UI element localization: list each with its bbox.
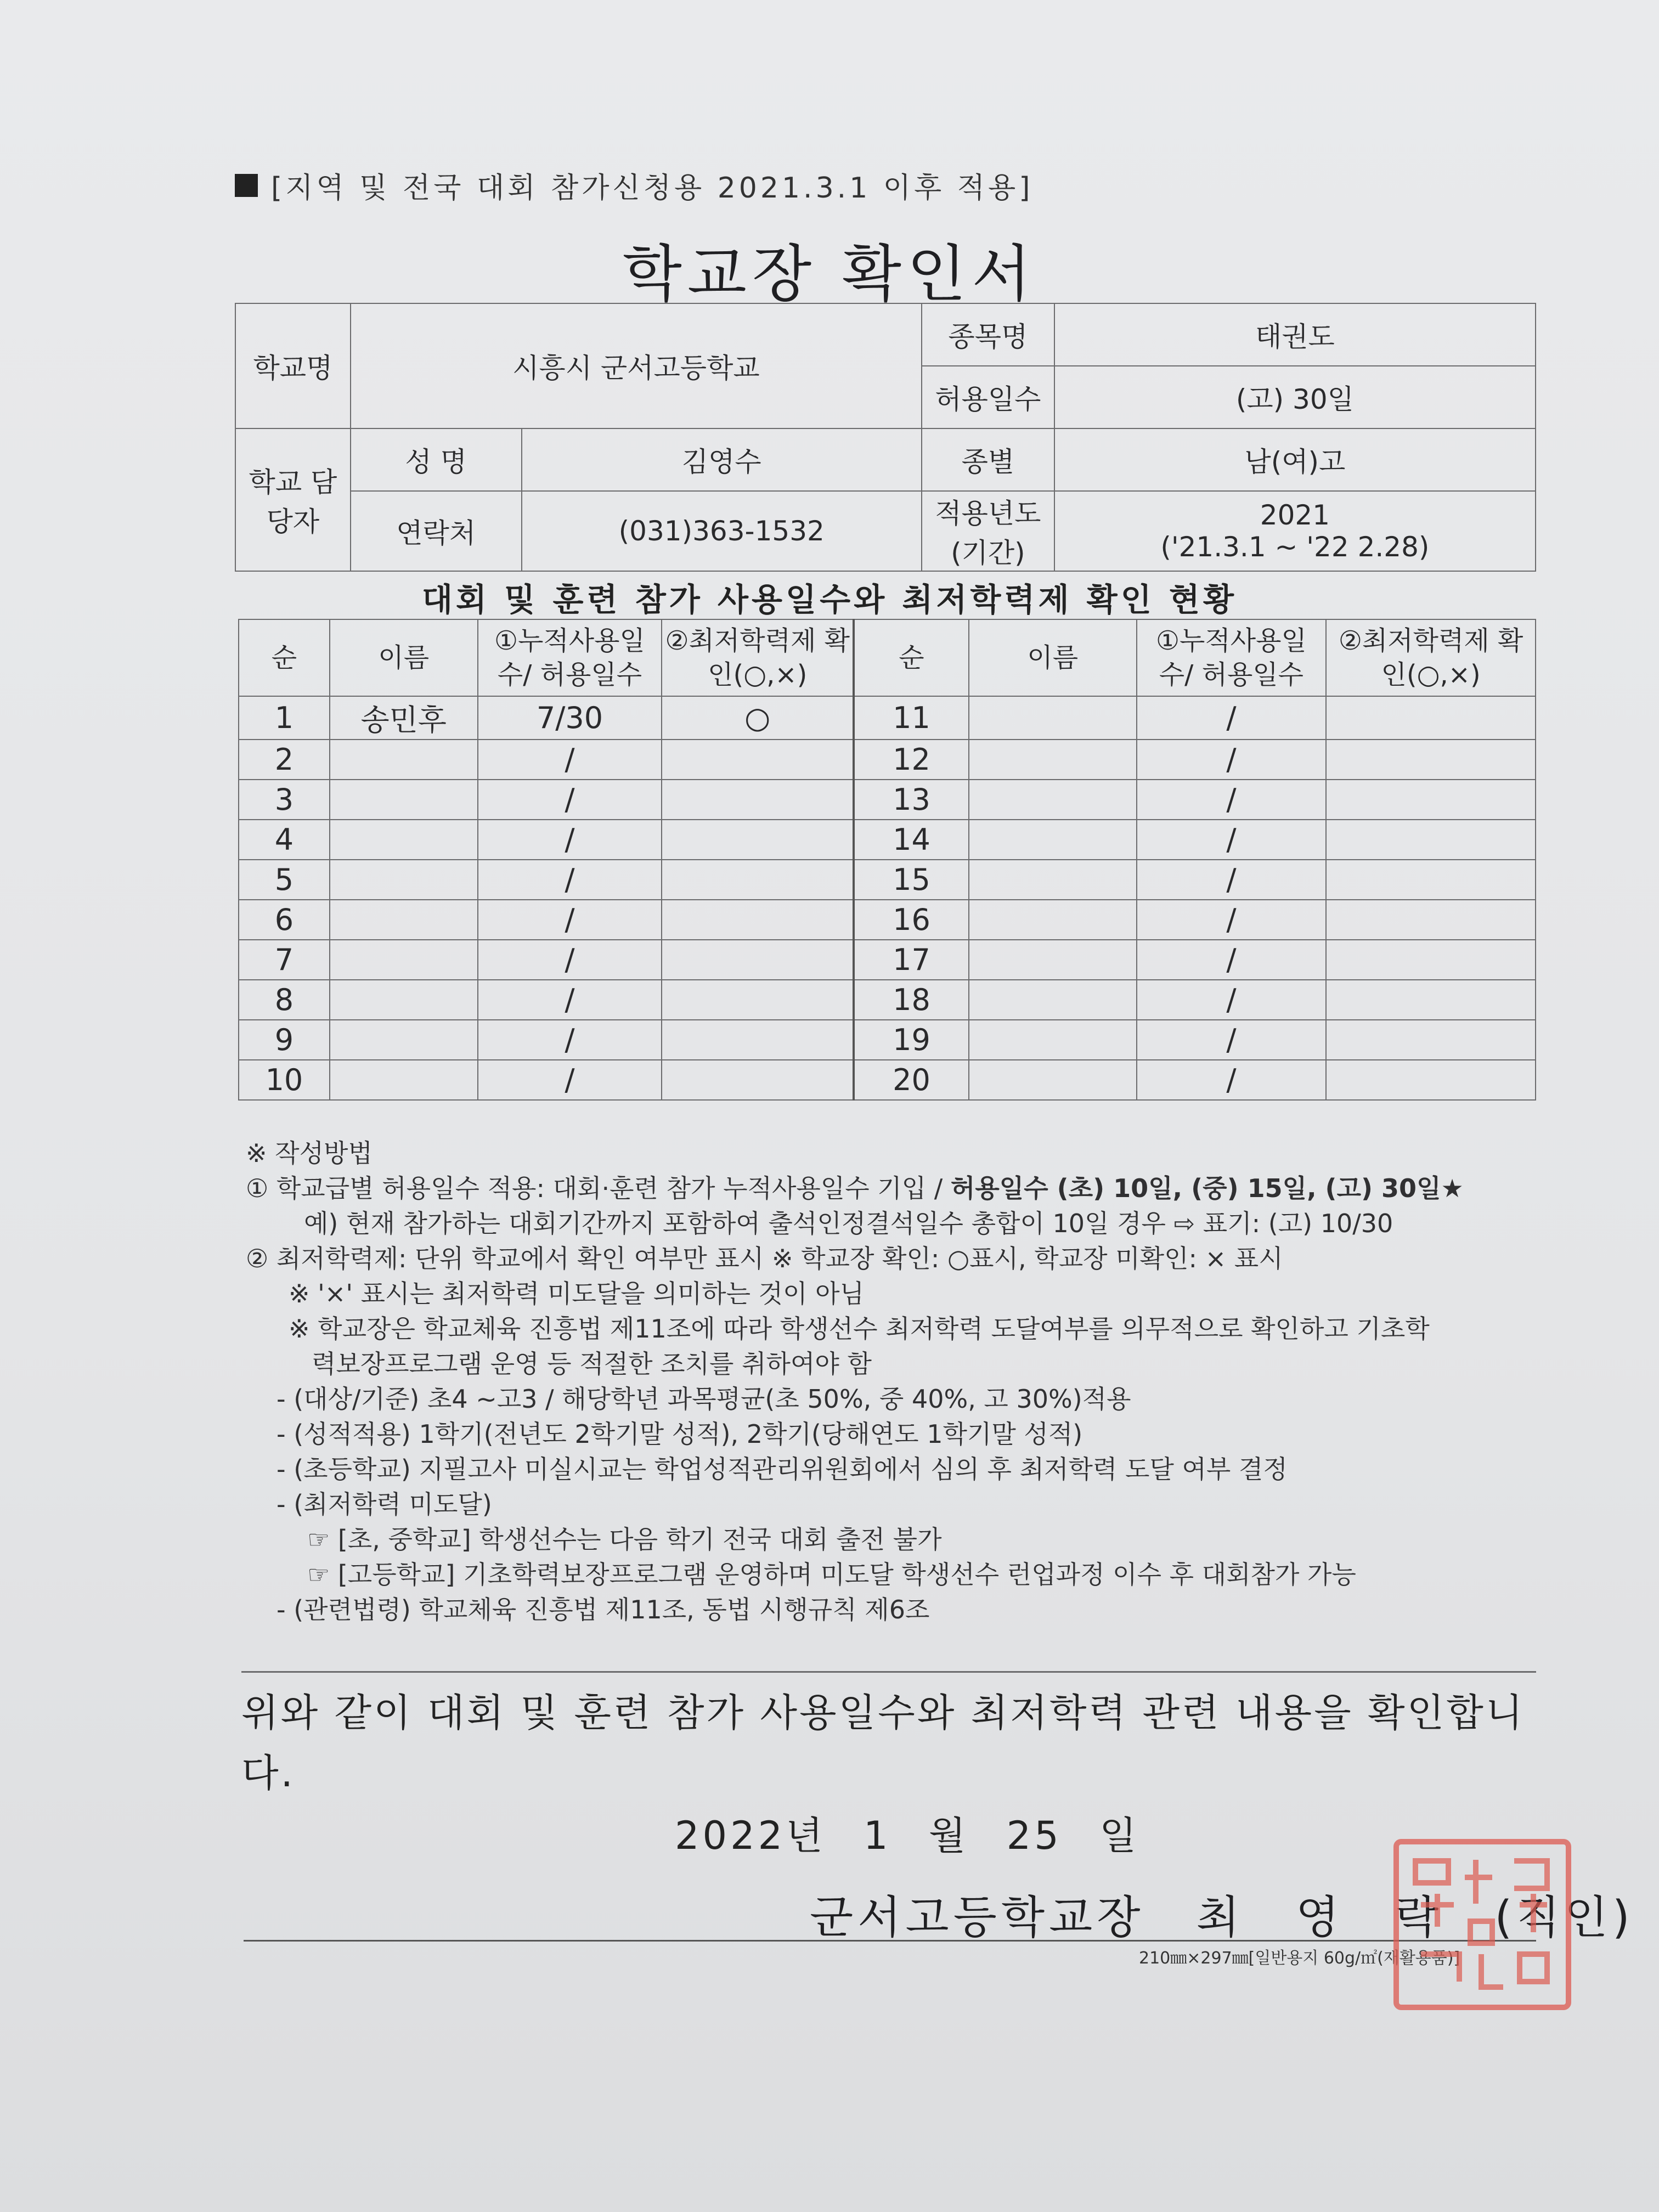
participation-table <box>238 619 1536 1101</box>
student-name-cell <box>330 980 478 1020</box>
table-row <box>239 1020 1536 1060</box>
student-name-cell <box>969 780 1137 820</box>
row-number-cell: 13 <box>854 780 969 820</box>
student-name-cell <box>330 940 478 980</box>
student-name-cell <box>330 900 478 940</box>
days-used-cell: / <box>1137 900 1327 940</box>
row-number-cell: 19 <box>854 1020 969 1060</box>
row-number-cell: 14 <box>854 820 969 860</box>
student-name-cell <box>969 900 1137 940</box>
note-line: ☞ [초, 중학교] 학생선수는 다음 학기 전국 대회 출전 불가 <box>307 1525 942 1554</box>
table-row <box>239 696 1536 740</box>
min-grade-check-cell <box>662 1060 854 1100</box>
min-grade-check-cell <box>662 1020 854 1060</box>
row-number-cell: 12 <box>854 740 969 780</box>
days-used-cell: / <box>1137 940 1327 980</box>
row-number-cell: 11 <box>854 696 969 740</box>
min-grade-check-cell <box>1326 820 1536 860</box>
note-emphasis: 허용일수 (초) 10일, (중) 15일, (고) 30일★ <box>950 1173 1464 1203</box>
row-number-cell: 18 <box>854 980 969 1020</box>
header-name: 이름 <box>330 619 478 696</box>
days-used-cell: / <box>1137 980 1327 1020</box>
header-days: ①누적사용일수/ 허용일수 <box>478 619 662 696</box>
min-grade-check-cell: ○ <box>662 696 854 740</box>
school-info-table <box>235 303 1536 572</box>
row-number-cell: 16 <box>854 900 969 940</box>
paper-spec: 210㎜×297㎜[일반용지 60g/㎡(재활용품)] <box>1139 1949 1460 1968</box>
note-line: - (성적적용) 1학기(전년도 2학기말 성적), 2학기(당해연도 1학기말 성적) <box>276 1419 1083 1449</box>
min-grade-check-cell <box>662 780 854 820</box>
note-line: ☞ [고등학교] 기초학력보장프로그램 운영하며 미도달 학생선수 런업과정 이수 후 대회참가 가능 <box>307 1560 1356 1589</box>
instructions-heading: ※ 작성방법 <box>246 1138 373 1168</box>
student-name-cell: 송민후 <box>330 696 478 740</box>
manager-name-value: 김영수 <box>522 428 922 491</box>
days-used-cell: / <box>478 740 662 780</box>
header-name: 이름 <box>969 619 1137 696</box>
student-name-cell <box>330 740 478 780</box>
header-check: ②최저학력제 확인(○,×) <box>662 619 854 696</box>
row-number-cell: 1 <box>239 696 330 740</box>
row-number-cell: 9 <box>239 1020 330 1060</box>
allowed-days-value: (고) 30일 <box>1054 366 1536 428</box>
days-used-cell: / <box>478 1020 662 1060</box>
days-used-cell: / <box>478 780 662 820</box>
issue-date: 2022년 1 월 25 일 <box>675 1813 1140 1858</box>
principal-signature-line: 군서고등학교장 최 영 락 (직인) <box>810 1892 1634 1944</box>
applicability-text: [지역 및 전국 대회 참가신청용 2021.3.1 이후 적용] <box>271 172 1034 205</box>
instructions <box>246 1136 1541 1627</box>
days-used-cell: / <box>1137 820 1327 860</box>
note-line: 예) 현재 참가하는 대회기간까지 포함하여 출석인정결석일수 총합이 10일 경우 ⇨ 표기: (고) 10/30 <box>304 1209 1393 1238</box>
min-grade-check-cell <box>1326 740 1536 780</box>
min-grade-check-cell <box>1326 780 1536 820</box>
days-used-cell: / <box>478 980 662 1020</box>
row-number-cell: 6 <box>239 900 330 940</box>
sport-label: 종목명 <box>922 303 1054 366</box>
manager-name-label: 성 명 <box>351 428 522 491</box>
category-value: 남(여)고 <box>1054 428 1536 491</box>
min-grade-check-cell <box>662 740 854 780</box>
student-name-cell <box>969 860 1137 900</box>
section-title: 대회 및 훈련 참가 사용일수와 최저학력제 확인 현황 <box>422 581 1237 618</box>
note-line: - (대상/기준) 초4 ~고3 / 해당학년 과목평균(초 50%, 중 40%, 고 30%)적용 <box>276 1384 1131 1414</box>
student-name-cell <box>330 1020 478 1060</box>
table-row <box>239 900 1536 940</box>
contact-value: (031)363-1532 <box>522 491 922 571</box>
min-grade-check-cell <box>662 940 854 980</box>
student-name-cell <box>969 1060 1137 1100</box>
document-title: 학교장 확인서 <box>622 239 1037 310</box>
table-row <box>239 1060 1536 1100</box>
header-check: ②최저학력제 확인(○,×) <box>1326 619 1536 696</box>
row-number-cell: 8 <box>239 980 330 1020</box>
note-line <box>246 1171 1541 1206</box>
allowed-days-label: 허용일수 <box>922 366 1054 428</box>
row-number-cell: 2 <box>239 740 330 780</box>
note-line: ※ '×' 표시는 최저학력 미도달을 의미하는 것이 아님 <box>289 1279 865 1308</box>
days-used-cell: / <box>1137 1020 1327 1060</box>
note-line: 력보장프로그램 운영 등 적절한 조치를 취하여야 함 <box>312 1349 872 1379</box>
min-grade-check-cell <box>662 820 854 860</box>
school-name-label: 학교명 <box>235 303 351 428</box>
year-value: 2021 <box>1260 499 1330 531</box>
bottom-divider <box>244 1940 1536 1942</box>
school-name-value: 시흥시 군서고등학교 <box>351 303 922 428</box>
table-row <box>239 780 1536 820</box>
header-days: ①누적사용일수/ 허용일수 <box>1137 619 1327 696</box>
contact-label: 연락처 <box>351 491 522 571</box>
school-manager-label: 학교 담당자 <box>235 428 351 571</box>
row-number-cell: 5 <box>239 860 330 900</box>
min-grade-check-cell <box>662 900 854 940</box>
days-used-cell: 7/30 <box>478 696 662 740</box>
student-name-cell <box>969 740 1137 780</box>
days-used-cell: / <box>478 900 662 940</box>
row-number-cell: 4 <box>239 820 330 860</box>
black-square-icon <box>235 174 258 197</box>
note-line: ② 최저학력제: 단위 학교에서 확인 여부만 표시 ※ 학교장 확인: ○표시, 학교장 미확인: × 표시 <box>246 1244 1283 1273</box>
min-grade-check-cell <box>1326 696 1536 740</box>
year-label: 적용년도 (기간) <box>922 491 1054 571</box>
sport-value: 태권도 <box>1054 303 1536 366</box>
min-grade-check-cell <box>1326 860 1536 900</box>
table-row <box>239 860 1536 900</box>
days-used-cell: / <box>1137 780 1327 820</box>
note-line: ※ 학교장은 학교체육 진흥법 제11조에 따라 학생선수 최저학력 도달여부를 의무적으로 확인하고 기초학 <box>289 1314 1430 1344</box>
days-used-cell: / <box>1137 740 1327 780</box>
days-used-cell: / <box>1137 1060 1327 1100</box>
days-used-cell: / <box>1137 696 1327 740</box>
applicability-line <box>235 165 1034 206</box>
note-text: ① 학교급별 허용일수 적용: 대회·훈련 참가 누적사용일수 기입 / <box>246 1173 951 1203</box>
row-number-cell: 15 <box>854 860 969 900</box>
row-number-cell: 20 <box>854 1060 969 1100</box>
row-number-cell: 3 <box>239 780 330 820</box>
confirmation-statement: 위와 같이 대회 및 훈련 참가 사용일수와 최저학력 관련 내용을 확인합니다. <box>241 1671 1536 1803</box>
official-seal-stamp <box>1393 1839 1571 2010</box>
student-name-cell <box>330 1060 478 1100</box>
student-name-cell <box>330 820 478 860</box>
note-line: - (최저학력 미도달) <box>276 1489 492 1519</box>
year-cell <box>1054 491 1536 571</box>
min-grade-check-cell <box>1326 1020 1536 1060</box>
min-grade-check-cell <box>1326 1060 1536 1100</box>
min-grade-check-cell <box>662 860 854 900</box>
min-grade-check-cell <box>1326 900 1536 940</box>
min-grade-check-cell <box>662 980 854 1020</box>
header-no: 순 <box>854 619 969 696</box>
seal-pattern-icon <box>1399 1844 1566 2005</box>
header-no: 순 <box>239 619 330 696</box>
student-name-cell <box>969 1020 1137 1060</box>
category-label: 종별 <box>922 428 1054 491</box>
row-number-cell: 17 <box>854 940 969 980</box>
period-value: ('21.3.1 ~ '22 2.28) <box>1160 531 1430 563</box>
days-used-cell: / <box>1137 860 1327 900</box>
note-line: - (관련법령) 학교체육 진흥법 제11조, 동법 시행규칙 제6조 <box>276 1595 930 1624</box>
student-name-cell <box>330 780 478 820</box>
days-used-cell: / <box>478 940 662 980</box>
student-name-cell <box>330 860 478 900</box>
days-used-cell: / <box>478 1060 662 1100</box>
note-line: - (초등학교) 지필고사 미실시교는 학업성적관리위원회에서 심의 후 최저학력 도달 여부 결정 <box>276 1454 1288 1484</box>
table-row <box>239 820 1536 860</box>
student-name-cell <box>969 980 1137 1020</box>
student-name-cell <box>969 940 1137 980</box>
days-used-cell: / <box>478 860 662 900</box>
student-name-cell <box>969 696 1137 740</box>
min-grade-check-cell <box>1326 940 1536 980</box>
table-row <box>239 980 1536 1020</box>
table-row <box>239 940 1536 980</box>
table-row <box>239 740 1536 780</box>
row-number-cell: 10 <box>239 1060 330 1100</box>
min-grade-check-cell <box>1326 980 1536 1020</box>
row-number-cell: 7 <box>239 940 330 980</box>
days-used-cell: / <box>478 820 662 860</box>
student-name-cell <box>969 820 1137 860</box>
